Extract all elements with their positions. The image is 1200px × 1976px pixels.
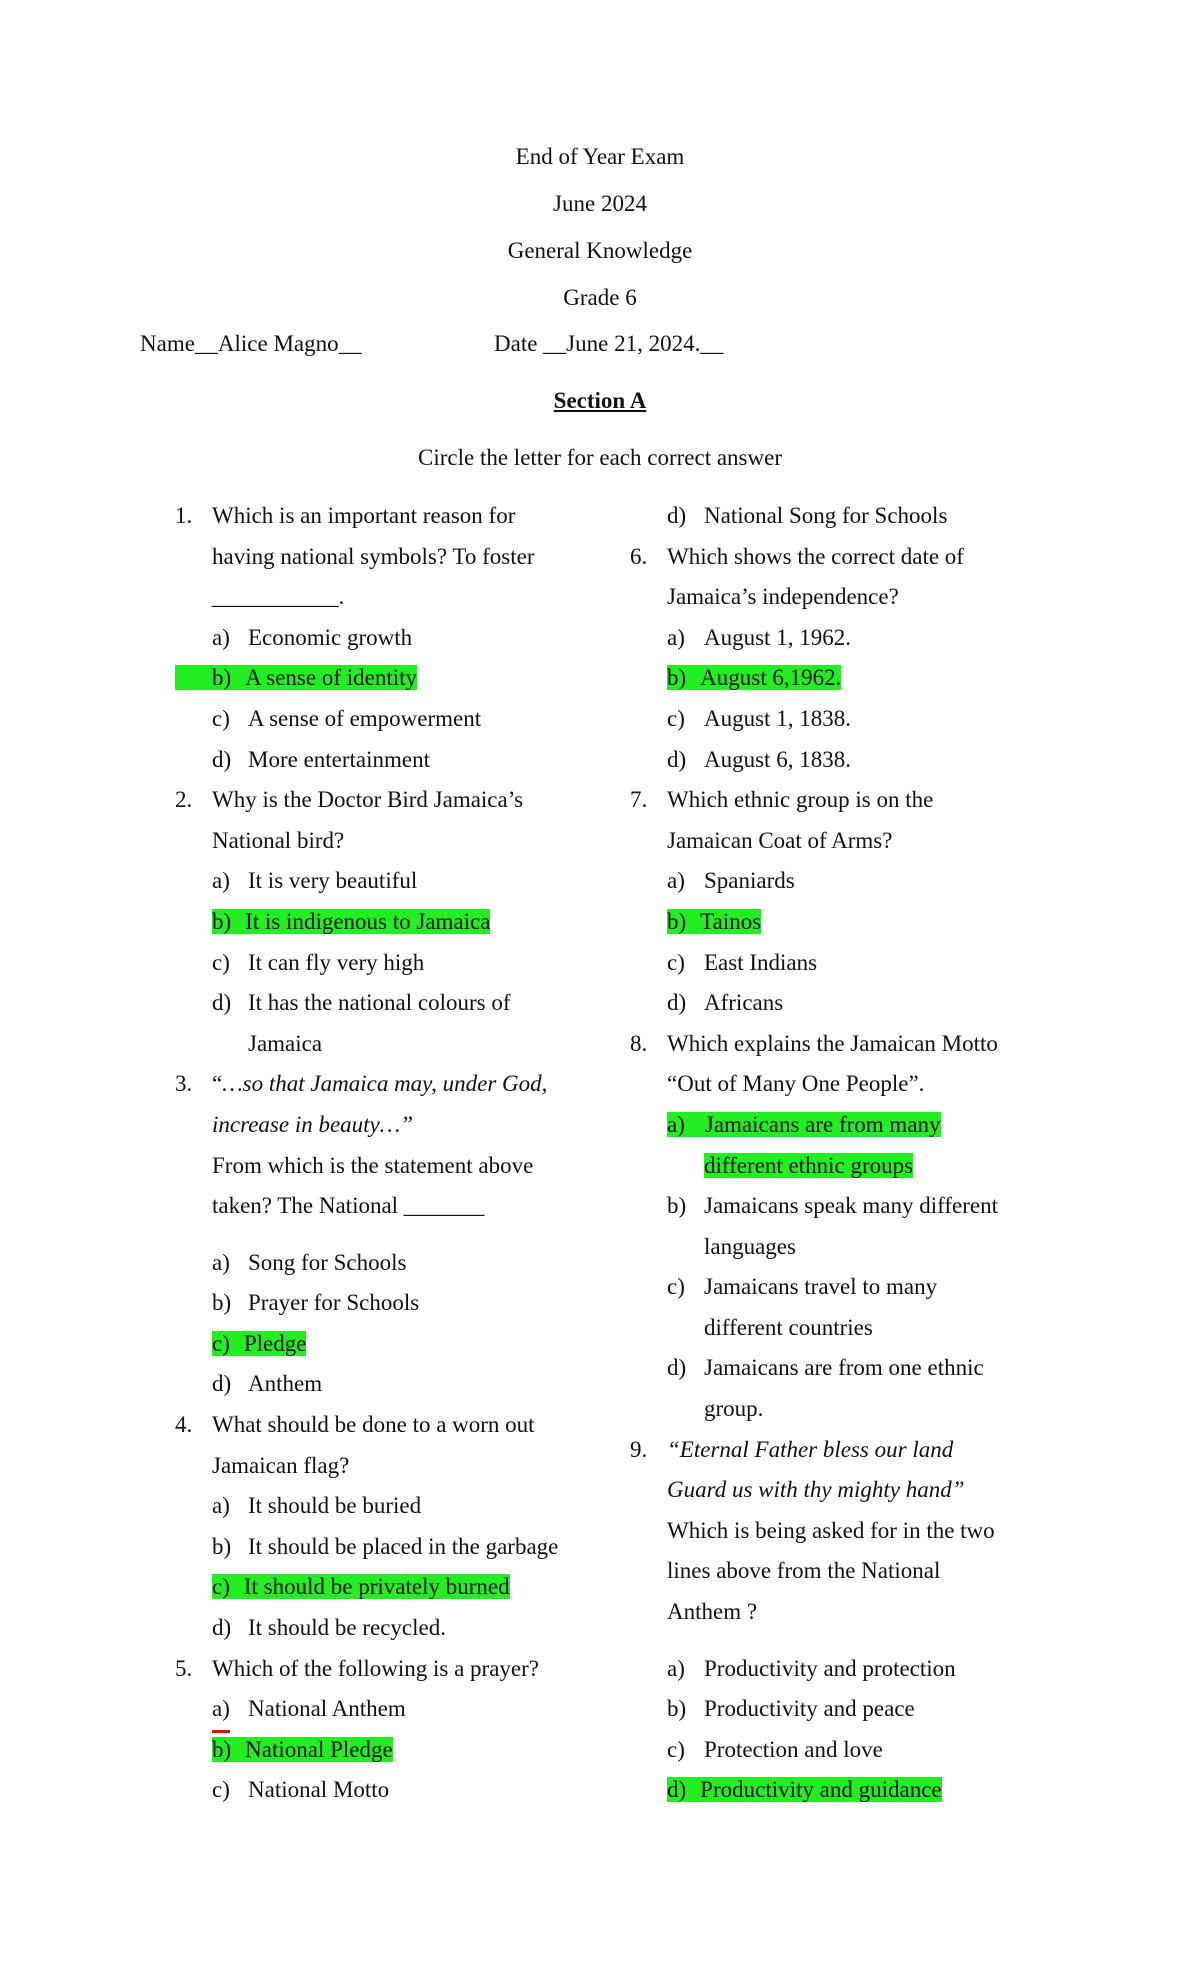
instructions: Circle the letter for each correct answer: [418, 445, 782, 470]
option-text-correct: It is indigenous to Jamaica: [245, 908, 491, 934]
spacer: [667, 1633, 1067, 1649]
option-text: Jamaicans speak many different: [704, 1193, 998, 1219]
option-5d[interactable]: [667, 496, 1067, 537]
exam-date: June 2024: [553, 191, 647, 216]
question-number: 7.: [630, 787, 648, 813]
option-letter: b): [667, 665, 687, 691]
question-text: National bird?: [212, 827, 345, 853]
question-number: 8.: [630, 1030, 648, 1056]
option-text: It should be recycled.: [248, 1615, 446, 1641]
option-9a[interactable]: [667, 1649, 1067, 1690]
option-text-correct: Productivity and guidance: [700, 1777, 942, 1803]
option-1a[interactable]: [175, 618, 615, 659]
question-text: lines above from the National: [667, 1558, 941, 1584]
question-text: From which is the statement above: [212, 1152, 534, 1178]
option-letter-marked: a): [212, 1689, 230, 1733]
option-text: Anthem: [248, 1371, 323, 1397]
option-text-correct: Tainos: [700, 908, 762, 934]
option-letter: a): [212, 1493, 230, 1519]
question-5: [175, 1649, 615, 1690]
option-letter: a): [667, 624, 685, 650]
question-text: having national symbols? To foster: [212, 543, 535, 569]
option-letter: b): [667, 1193, 687, 1219]
option-letter: c): [667, 1274, 685, 1300]
option-7a[interactable]: [667, 861, 1067, 902]
exam-title: End of Year Exam: [515, 144, 685, 169]
option-text: East Indians: [704, 949, 818, 975]
option-text: August 1, 1838.: [704, 705, 851, 731]
option-letter: c): [667, 949, 685, 975]
option-letter: c): [212, 949, 230, 975]
option-text-correct: National Pledge: [245, 1736, 393, 1762]
question-text: Which ethnic group is on the: [667, 787, 934, 813]
option-text: different countries: [704, 1314, 873, 1340]
option-letter: b): [212, 908, 232, 934]
option-1b[interactable]: [175, 658, 615, 699]
option-text: Spaniards: [704, 868, 795, 894]
option-text: It should be buried: [248, 1493, 422, 1519]
option-text: A sense of empowerment: [248, 705, 482, 731]
option-7d[interactable]: [667, 983, 1067, 1024]
option-4c[interactable]: [175, 1567, 615, 1608]
option-7b[interactable]: [667, 902, 1067, 943]
option-text: National Motto: [248, 1777, 390, 1803]
option-text: Jamaica: [248, 1030, 323, 1056]
option-text: group.: [704, 1396, 764, 1422]
option-7c[interactable]: [667, 943, 1067, 984]
option-text-correct: Pledge: [243, 1330, 307, 1356]
quote-text: Guard us with thy mighty hand”: [667, 1477, 965, 1503]
exam-grade: Grade 6: [563, 285, 637, 310]
option-text: Jamaicans are from one ethnic: [704, 1355, 984, 1381]
question-text: Jamaica’s independence?: [667, 584, 899, 610]
question-text: Why is the Doctor Bird Jamaica’s: [212, 787, 524, 813]
option-4d[interactable]: [175, 1608, 615, 1649]
question-text: Which is an important reason for: [212, 503, 516, 528]
option-text: It should be placed in the garbage: [248, 1533, 559, 1559]
option-2b[interactable]: [175, 902, 615, 943]
question-text: Which of the following is a prayer?: [212, 1655, 539, 1681]
option-text: Africans: [704, 990, 784, 1016]
option-letter: d): [212, 1615, 232, 1641]
option-6b[interactable]: [667, 658, 1067, 699]
option-8b[interactable]: [667, 1186, 1067, 1267]
option-letter: a): [212, 1249, 230, 1275]
option-text-correct: August 6,1962.: [700, 665, 842, 691]
option-5b[interactable]: [175, 1730, 615, 1771]
student-name: Name__Alice Magno__: [140, 331, 362, 356]
option-letter: a): [212, 624, 230, 650]
option-letter: d): [667, 1355, 687, 1381]
option-text: August 1, 1962.: [704, 624, 851, 650]
option-letter: c): [212, 1330, 230, 1356]
option-text: Protection and love: [704, 1736, 883, 1762]
question-text: taken? The National _______: [212, 1193, 485, 1219]
quote-text: increase in beauty…”: [212, 1111, 414, 1137]
option-9b[interactable]: [667, 1689, 1067, 1730]
question-text: Which explains the Jamaican Motto: [667, 1030, 998, 1056]
option-6d[interactable]: [667, 740, 1067, 781]
exam-date-field: Date __June 21, 2024.__: [494, 331, 724, 356]
option-letter: a): [667, 1655, 685, 1681]
option-letter: b): [212, 1533, 232, 1559]
question-number: 9.: [630, 1436, 648, 1462]
option-text: It can fly very high: [248, 949, 425, 975]
question-number: 3.: [175, 1071, 193, 1097]
question-text: “Out of Many One People”.: [667, 1071, 925, 1097]
option-text: It is very beautiful: [248, 868, 418, 894]
quote-text: …so that Jamaica may, under God,: [222, 1071, 548, 1097]
option-9d[interactable]: [667, 1770, 1067, 1811]
option-text: Prayer for Schools: [248, 1290, 420, 1316]
option-text: It has the national colours of: [248, 990, 511, 1016]
option-2a[interactable]: [175, 861, 615, 902]
option-3d[interactable]: [175, 1364, 615, 1405]
option-4b[interactable]: [175, 1527, 615, 1568]
exam-subject: General Knowledge: [507, 238, 693, 263]
section-heading: [0, 387, 1200, 415]
option-letter: d): [667, 990, 687, 1016]
question-text: Jamaican Coat of Arms?: [667, 827, 893, 853]
question-text: What should be done to a worn out: [212, 1412, 535, 1438]
option-text: Productivity and peace: [704, 1696, 915, 1722]
option-text-correct: different ethnic groups: [704, 1152, 914, 1178]
option-letter: c): [212, 1574, 230, 1600]
option-5c[interactable]: [175, 1770, 615, 1811]
quote-text: “Eternal Father bless our land: [667, 1436, 954, 1462]
option-letter: d): [212, 990, 232, 1016]
option-2c[interactable]: [175, 943, 615, 984]
question-9: [630, 1430, 1067, 1633]
option-5a[interactable]: [175, 1689, 615, 1730]
option-letter: c): [667, 705, 685, 731]
spacer: [175, 1227, 615, 1243]
option-6a[interactable]: [667, 618, 1067, 659]
option-8a[interactable]: [667, 1105, 1067, 1186]
option-letter: d): [212, 1371, 232, 1397]
option-3c[interactable]: [175, 1324, 615, 1365]
question-8: [630, 1024, 1067, 1105]
option-text: languages: [704, 1233, 796, 1259]
option-letter: c): [212, 705, 230, 731]
option-letter: a): [212, 868, 230, 894]
option-text: More entertainment: [248, 746, 431, 772]
option-letter: b): [212, 1290, 232, 1316]
question-text: Anthem ?: [667, 1599, 758, 1625]
option-3a[interactable]: [175, 1243, 615, 1284]
question-number: 4.: [175, 1412, 193, 1438]
option-letter: c): [212, 1777, 230, 1803]
option-letter: d): [667, 503, 687, 528]
option-text: National Anthem: [248, 1696, 406, 1722]
question-1: [175, 496, 615, 618]
option-text: August 6, 1838.: [704, 746, 851, 772]
question-2: [175, 780, 615, 861]
option-text: Economic growth: [248, 624, 413, 650]
question-7: [630, 780, 1067, 861]
question-number: 5.: [175, 1655, 193, 1681]
section-title: Section A: [553, 388, 647, 413]
question-text: Jamaican flag?: [212, 1452, 350, 1478]
question-text: Which shows the correct date of: [667, 543, 964, 569]
question-6: [630, 537, 1067, 618]
option-letter: d): [667, 746, 687, 772]
option-letter: a): [667, 868, 685, 894]
option-letter: b): [667, 908, 687, 934]
option-text: National Song for Schools: [704, 503, 948, 528]
left-column: [175, 496, 615, 1811]
option-4a[interactable]: [175, 1486, 615, 1527]
question-4: [175, 1405, 615, 1486]
option-letter: b): [212, 665, 232, 691]
option-text: Jamaicans travel to many: [704, 1274, 938, 1300]
option-letter: d): [212, 746, 232, 772]
option-2d[interactable]: [175, 983, 615, 1064]
option-3b[interactable]: [175, 1283, 615, 1324]
option-text: Song for Schools: [248, 1249, 407, 1275]
option-1d[interactable]: [175, 740, 615, 781]
question-number: 2.: [175, 787, 193, 813]
option-letter: d): [667, 1777, 687, 1803]
option-letter: a): [667, 1111, 685, 1137]
option-text-correct: Jamaicans are from many: [704, 1111, 941, 1137]
option-letter: b): [212, 1736, 232, 1762]
question-3: [175, 1064, 615, 1226]
option-text-correct: A sense of identity: [245, 665, 418, 691]
option-letter: c): [667, 1736, 685, 1762]
quote-mark: “: [212, 1071, 223, 1097]
option-9c[interactable]: [667, 1730, 1067, 1771]
question-number: 1.: [175, 503, 193, 528]
right-column: [630, 496, 1067, 1811]
option-letter: b): [667, 1696, 687, 1722]
option-8c[interactable]: [667, 1267, 1067, 1348]
option-text: Productivity and protection: [704, 1655, 956, 1681]
question-text: Which is being asked for in the two: [667, 1517, 995, 1543]
option-8d[interactable]: [667, 1348, 1067, 1429]
answer-blank: ___________.: [212, 584, 345, 610]
option-1c[interactable]: [175, 699, 615, 740]
question-number: 6.: [630, 543, 648, 569]
option-text-correct: It should be privately burned: [243, 1574, 510, 1600]
option-6c[interactable]: [667, 699, 1067, 740]
